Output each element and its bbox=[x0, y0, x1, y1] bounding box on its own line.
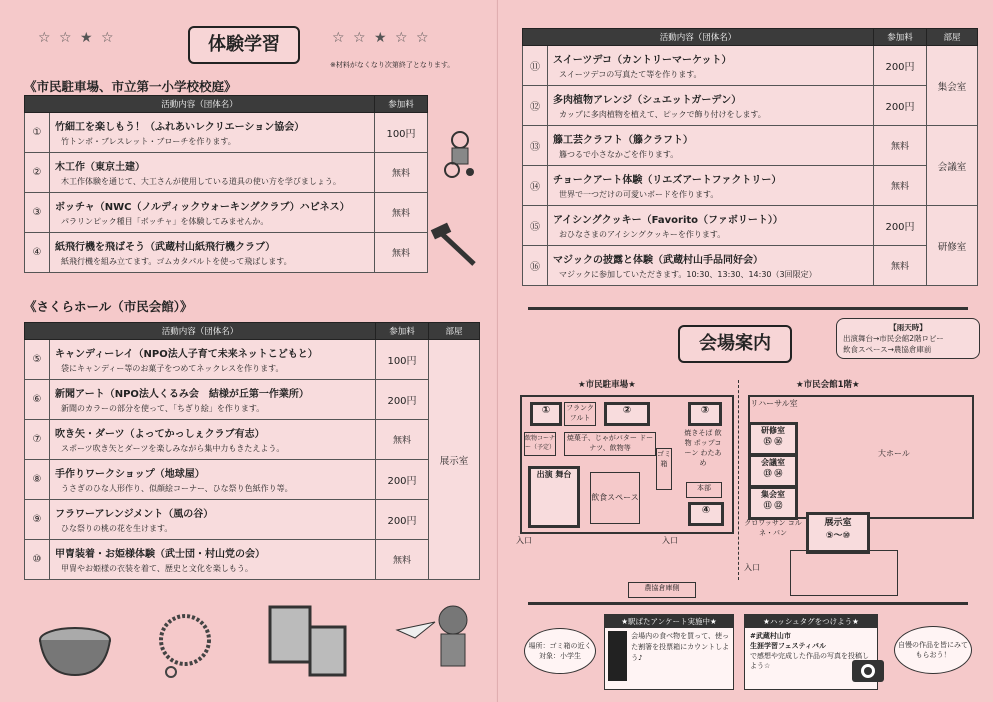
survey-head: ★駅ばたアンケート実施中★ bbox=[605, 615, 733, 628]
activity-title: スイーツデコ（カントリーマーケット） bbox=[553, 55, 732, 66]
activity-row bbox=[25, 113, 428, 153]
map-kaigi-label: 会議室 bbox=[761, 458, 785, 467]
activity-title: 新聞アート（NPO法人くるみ会 結様が丘第一作業所） bbox=[55, 389, 309, 400]
activity-room: 集会室 bbox=[927, 46, 978, 126]
activity-fee: 無料 bbox=[375, 153, 428, 193]
activity-title: キャンディーレイ（NPO法人子育て未来ネットこどもと） bbox=[55, 349, 318, 360]
activity-number: ⑯ bbox=[523, 246, 548, 286]
activity-fee: 200円 bbox=[376, 500, 429, 540]
map-hall-label: ★市民会館1階★ bbox=[796, 380, 860, 390]
activity-description bbox=[548, 206, 874, 246]
survey-panel bbox=[604, 614, 734, 690]
activity-row bbox=[523, 46, 978, 86]
activity-row bbox=[523, 166, 978, 206]
hall-rooms bbox=[790, 550, 898, 596]
hashtag-line1: #武蔵村山市 bbox=[750, 632, 791, 640]
map-daihall: 大ホール bbox=[878, 449, 910, 458]
activity-detail: 紙飛行機を組み立てます。ゴムカタパルトを使って飛ばします。 bbox=[61, 257, 292, 266]
header-fee: 参加料 bbox=[376, 323, 429, 340]
activity-fee: 無料 bbox=[376, 540, 429, 580]
map-drink: 飲物コーナー（予定） bbox=[524, 432, 556, 456]
map-spot-1: ① bbox=[530, 402, 562, 426]
header-activity: 活動内容（団体名） bbox=[25, 96, 375, 113]
map-entrance2: 入口 bbox=[662, 536, 678, 545]
activity-row bbox=[25, 420, 480, 460]
activity-title: 木工作（東京土建） bbox=[55, 162, 145, 173]
header-room: 部屋 bbox=[927, 29, 978, 46]
map-gomi: ゴミ箱 bbox=[656, 448, 672, 490]
stars-left: ☆ ☆ ★ ☆ bbox=[38, 30, 116, 46]
header-fee: 参加料 bbox=[375, 96, 428, 113]
activity-fee: 無料 bbox=[375, 233, 428, 273]
activity-description bbox=[50, 500, 376, 540]
activity-number: ② bbox=[25, 153, 50, 193]
hashtag-head: ★ハッシュタグをつけよう★ bbox=[745, 615, 877, 628]
activity-row bbox=[25, 460, 480, 500]
activity-fee: 100円 bbox=[375, 113, 428, 153]
map-kenshu bbox=[748, 422, 798, 456]
activity-detail: 世界で一つだけの可愛いボードを作ります。 bbox=[559, 190, 719, 199]
rain-info bbox=[836, 318, 980, 359]
activity-detail: 甲冑やお姫様の衣装を着て、歴史と文化を楽しもう。 bbox=[61, 564, 253, 573]
activity-description bbox=[50, 153, 375, 193]
section-heading-parking: 《市民駐車場、市立第一小学校校庭》 bbox=[24, 79, 237, 94]
activity-detail: ひな祭りの桃の花を生けます。 bbox=[61, 524, 173, 533]
activity-description bbox=[50, 113, 375, 153]
map-rehearsal: リハーサル室 bbox=[750, 399, 798, 408]
map-shukai-num: ⑪ ⑫ bbox=[763, 501, 783, 510]
right-page bbox=[497, 0, 993, 702]
activity-row bbox=[25, 193, 428, 233]
activity-description bbox=[50, 420, 376, 460]
map-frank: フランク フルト bbox=[564, 402, 596, 426]
activity-number: ⑤ bbox=[25, 340, 50, 380]
activity-number: ⑭ bbox=[523, 166, 548, 206]
map-shukai bbox=[748, 486, 798, 520]
map-kuro: クロワッサン コルネ・パン bbox=[744, 519, 802, 537]
activity-detail: マジックに参加していただきます。10:30、13:30、14:30（3回限定） bbox=[559, 270, 817, 279]
activity-detail: 新聞のカラーの部分を使って、「ちぎり絵」を作ります。 bbox=[61, 404, 265, 413]
activity-table-1 bbox=[24, 95, 428, 273]
activity-row bbox=[25, 540, 480, 580]
activity-detail: カップに多肉植物を植えて、ピックで飾り付けをします。 bbox=[559, 110, 766, 119]
activity-detail: 木工作体験を通じて、大工さんが使用している道具の使い方を学びましょう。 bbox=[61, 177, 341, 186]
activity-title: 紙飛行機を飛ばそう（武蔵村山紙飛行機クラブ） bbox=[55, 242, 276, 253]
activity-detail: スイーツデコの写真たて等を作ります。 bbox=[559, 70, 702, 79]
activity-description bbox=[50, 193, 375, 233]
venue-guide-title: 会場案内 bbox=[678, 325, 792, 363]
wheelchair-person-icon bbox=[440, 130, 480, 180]
activity-detail: 籐つるで小さなかごを作ります。 bbox=[559, 150, 679, 159]
activity-number: ⑮ bbox=[523, 206, 548, 246]
activity-description bbox=[548, 126, 874, 166]
map-spot-4: ④ bbox=[688, 502, 724, 526]
map-eat: 飲食スペース bbox=[590, 472, 640, 524]
activity-detail: おひなさまのアイシングクッキーを作ります。 bbox=[559, 230, 726, 239]
activity-title: 甲冑装着・お姫様体験（武士団・村山党の会） bbox=[55, 549, 265, 560]
activity-detail: 竹トンボ・ブレスレット・ブローチを作ります。 bbox=[61, 137, 236, 146]
activity-title: チョークアート体験（リエズアートファクトリー） bbox=[553, 175, 782, 186]
activity-description bbox=[50, 540, 376, 580]
activity-fee: 200円 bbox=[874, 206, 927, 246]
activity-description bbox=[548, 166, 874, 206]
bubble-location: 場所：ゴミ箱の近く 対象：小学生 bbox=[524, 628, 596, 674]
activity-title: アイシングクッキー（Favorito（ファボリート）） bbox=[553, 215, 783, 226]
map-food: 焼菓子、じゃがバター ドーナツ、飲物等 bbox=[564, 432, 656, 456]
activity-row bbox=[25, 233, 428, 273]
activity-title: 手作りワークショップ（地球屋） bbox=[55, 469, 205, 480]
activity-description bbox=[548, 86, 874, 126]
map-nokyo: 農協倉庫側 bbox=[628, 582, 696, 598]
activity-description bbox=[548, 246, 874, 286]
activity-number: ⑫ bbox=[523, 86, 548, 126]
map-tenji bbox=[806, 512, 870, 554]
activity-row bbox=[523, 206, 978, 246]
divider bbox=[528, 307, 968, 310]
survey-photo bbox=[608, 631, 627, 681]
map-kaigi-num: ⑬ ⑭ bbox=[763, 469, 783, 478]
activity-room: 展示室 bbox=[429, 340, 480, 580]
activity-description bbox=[50, 380, 376, 420]
activity-number: ④ bbox=[25, 233, 50, 273]
activity-title: フラワーアレンジメント（風の谷） bbox=[55, 509, 214, 520]
activity-fee: 200円 bbox=[376, 460, 429, 500]
activity-fee: 200円 bbox=[874, 86, 927, 126]
bubble-show-work: 自慢の作品を皆にみてもらおう！ bbox=[894, 626, 972, 674]
activity-fee: 100円 bbox=[376, 340, 429, 380]
stars-right: ☆ ☆ ★ ☆ ☆ bbox=[332, 30, 431, 46]
map-spot-2: ② bbox=[604, 402, 650, 426]
portrait-frames-icon bbox=[265, 605, 355, 680]
activity-title: 吹き矢・ダーツ（よってかっしぇクラブ有志） bbox=[55, 429, 265, 440]
hammer-icon bbox=[430, 220, 480, 270]
rain-label: 【雨天時】 bbox=[889, 323, 927, 332]
activity-fee: 無料 bbox=[376, 420, 429, 460]
survey-text: 会場内の食べ物を買って、使った割箸を投票箱にカウントしよう♪ bbox=[631, 632, 730, 662]
map-kenshu-label: 研修室 bbox=[761, 426, 785, 435]
activity-detail: 袋にキャンディー等のお菓子をつめてネックレスを作ります。 bbox=[61, 364, 284, 373]
activity-number: ⑨ bbox=[25, 500, 50, 540]
activity-title: 籐工芸クラフト（籐クラフト） bbox=[553, 135, 693, 146]
activity-room: 研修室 bbox=[927, 206, 978, 286]
map-entrance3: 入口 bbox=[744, 563, 760, 572]
activity-table-3 bbox=[522, 28, 978, 286]
map-tenji-label: 展示室 bbox=[824, 518, 852, 528]
rain-line2: 飲食スペース→農協倉庫前 bbox=[843, 345, 932, 354]
header-activity: 活動内容（団体名） bbox=[25, 323, 376, 340]
activity-description bbox=[50, 460, 376, 500]
activity-row bbox=[25, 153, 428, 193]
map-divider bbox=[738, 380, 739, 580]
activity-number: ⑪ bbox=[523, 46, 548, 86]
header-room: 部屋 bbox=[429, 323, 480, 340]
map-kenshu-num: ⑮ ⑯ bbox=[763, 437, 783, 446]
map-stage: 出演 舞台 bbox=[528, 466, 580, 528]
activity-description bbox=[548, 46, 874, 86]
activity-number: ⑧ bbox=[25, 460, 50, 500]
activity-number: ③ bbox=[25, 193, 50, 233]
left-page bbox=[0, 0, 496, 702]
map-spot-3: ③ bbox=[688, 402, 722, 426]
activity-fee: 無料 bbox=[874, 166, 927, 206]
activity-fee: 無料 bbox=[874, 126, 927, 166]
activity-row bbox=[25, 380, 480, 420]
activity-fee: 無料 bbox=[874, 246, 927, 286]
activity-description bbox=[50, 233, 375, 273]
divider-bottom bbox=[528, 602, 968, 605]
map-entrance1: 入口 bbox=[516, 536, 532, 545]
materials-note: ※材料がなくなり次第終了となります。 bbox=[330, 61, 455, 69]
activity-title: マジックの披露と体験（武蔵村山手品同好会） bbox=[553, 255, 763, 266]
section-heading-sakura: 《さくらホール（市民会館）》 bbox=[24, 299, 193, 314]
rain-line1: 出演舞台→市民会館2階ロビー bbox=[843, 334, 944, 343]
activity-row bbox=[25, 340, 480, 380]
map-honbu: 本部 bbox=[686, 482, 722, 498]
child-paper-plane-icon bbox=[395, 600, 475, 680]
activity-number: ① bbox=[25, 113, 50, 153]
activity-title: 竹細工を楽しもう！（ふれあいレクリエーション協会） bbox=[55, 122, 305, 133]
activity-room: 会議室 bbox=[927, 126, 978, 206]
basket-icon bbox=[30, 610, 120, 680]
activity-detail: スポーツ吹き矢とダーツを楽しみながら集中力もきたえよう。 bbox=[61, 444, 285, 453]
activity-row bbox=[25, 500, 480, 540]
activity-number: ⑦ bbox=[25, 420, 50, 460]
activity-description bbox=[50, 340, 376, 380]
activity-title: 多肉植物アレンジ（シュエットガーデン） bbox=[553, 95, 742, 106]
header-activity: 活動内容（団体名） bbox=[523, 29, 874, 46]
activity-detail: うさぎのひな人形作り、似顔絵コーナー、ひな祭り色紙作り等。 bbox=[61, 484, 293, 493]
map-shukai-label: 集会室 bbox=[761, 490, 785, 499]
activity-number: ⑩ bbox=[25, 540, 50, 580]
map-kaigi bbox=[748, 454, 798, 488]
activity-number: ⑬ bbox=[523, 126, 548, 166]
activity-row bbox=[523, 86, 978, 126]
hashtag-line3: で感想や完成した作品の写真を投稿しよう☆ bbox=[750, 652, 869, 670]
page-title-taiken: 体験学習 bbox=[188, 26, 300, 64]
necklace-icon bbox=[155, 610, 215, 680]
hashtag-line2: 生涯学習フェスティバル bbox=[750, 642, 826, 650]
activity-fee: 200円 bbox=[376, 380, 429, 420]
map-food2: 焼きそば 飲物 ポップコーン わたあめ bbox=[684, 429, 722, 467]
map-parking-label: ★市民駐車場★ bbox=[578, 380, 636, 390]
map-tenji-num: ⑤〜⑩ bbox=[825, 531, 851, 541]
activity-table-2 bbox=[24, 322, 480, 580]
activity-number: ⑥ bbox=[25, 380, 50, 420]
activity-row bbox=[523, 246, 978, 286]
activity-title: ボッチャ（NWC（ノルディックウォーキングクラブ）ハピネス） bbox=[55, 202, 350, 213]
header-fee: 参加料 bbox=[874, 29, 927, 46]
activity-fee: 200円 bbox=[874, 46, 927, 86]
activity-detail: パラリンピック種目「ボッチャ」を体験してみませんか。 bbox=[61, 217, 269, 226]
activity-row bbox=[523, 126, 978, 166]
activity-fee: 無料 bbox=[375, 193, 428, 233]
camera-icon bbox=[850, 654, 886, 684]
